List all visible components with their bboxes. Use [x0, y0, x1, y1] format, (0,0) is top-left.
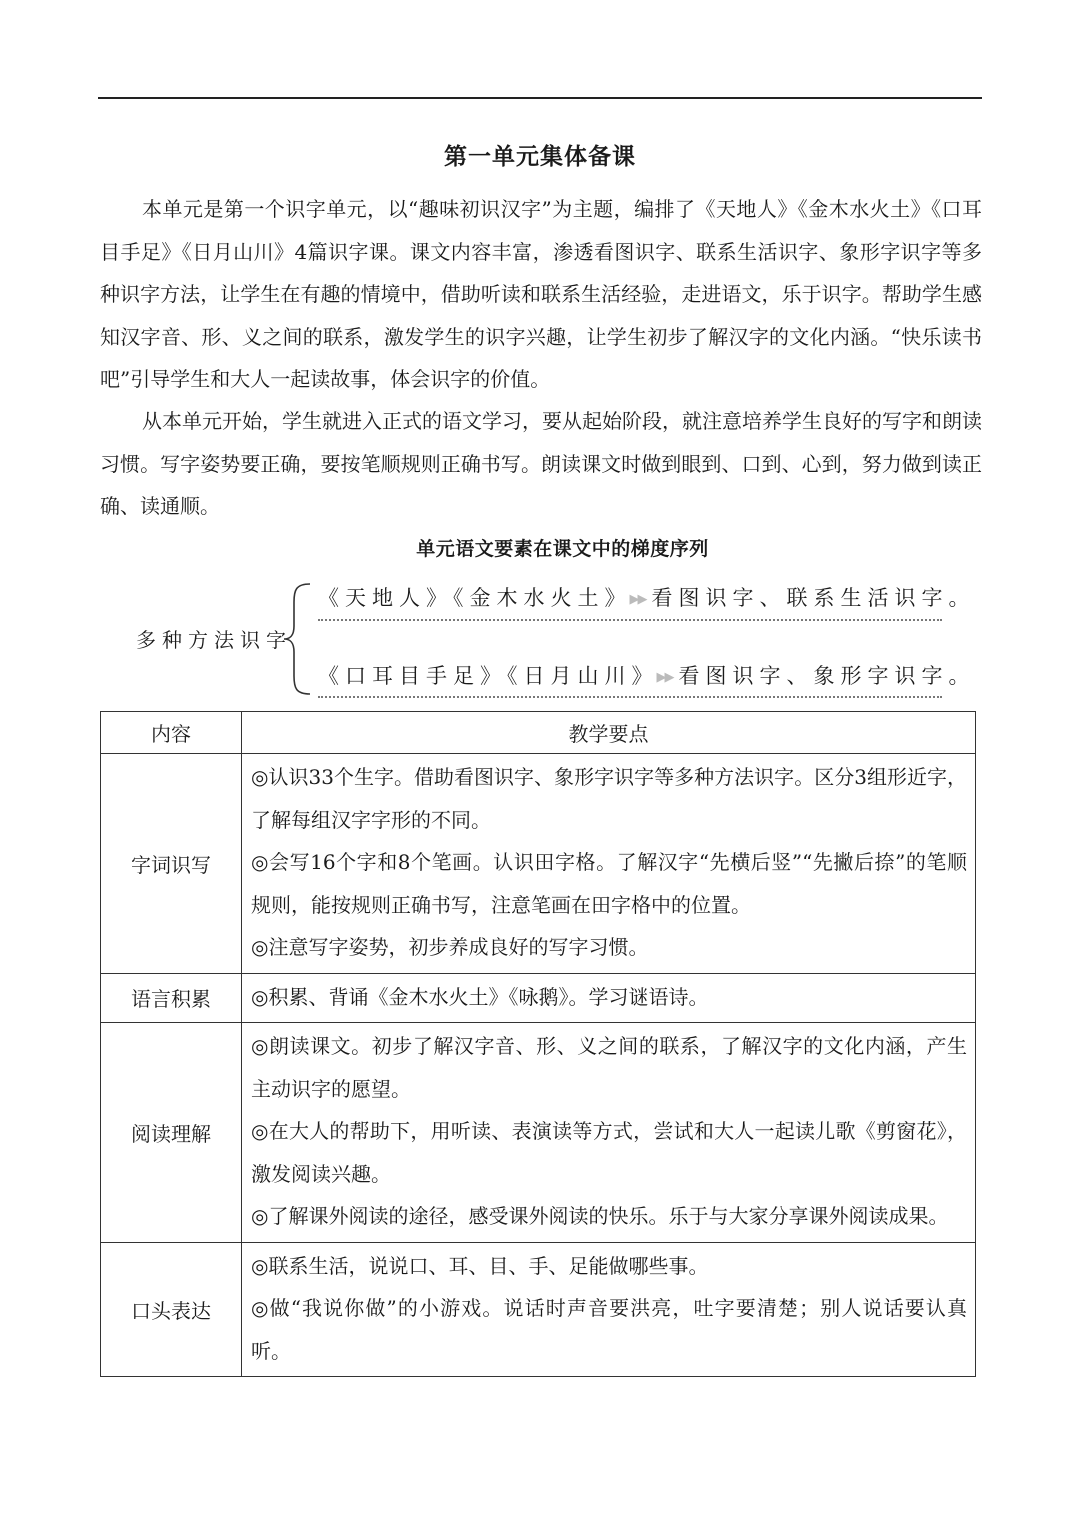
teaching-point: ◎朗读课文。初步了解汉字音、形、义之间的联系，了解汉字的文化内涵，产生主动识字的愿望。 [251, 1034, 967, 1101]
sequence-goal-1: 看图识字、联系生活识字。 [651, 586, 976, 610]
double-arrow-icon: ▶▶ [656, 670, 673, 685]
teaching-point: ◎做“我说你做”的小游戏。说话时声音要洪亮，吐字要清楚；别人说话要认真听。 [251, 1296, 967, 1363]
row-points [242, 973, 976, 1023]
row-points [242, 1023, 976, 1243]
row-category: 口头表达 [101, 1242, 242, 1377]
sequence-label: 多种方法识字 [136, 628, 292, 652]
curly-brace-icon [282, 582, 312, 696]
header-rule [98, 97, 982, 99]
row-points [242, 754, 976, 974]
sequence-line-1 [318, 582, 976, 612]
teaching-points-table [100, 711, 976, 1377]
row-category: 字词识写 [101, 754, 242, 974]
sequence-texts-2: 《口耳目手足》《日月山川》 [318, 664, 659, 688]
teaching-point: ◎在大人的帮助下，用听读、表演读等方式，尝试和大人一起读儿歌《剪窗花》，激发阅读兴趣。 [251, 1119, 967, 1186]
page-title: 第一单元集体备课 [444, 143, 636, 170]
table-row [101, 1242, 976, 1377]
table-row [101, 973, 976, 1023]
sequence-subtitle: 单元语文要素在课文中的梯度序列 [416, 538, 709, 560]
teaching-point: ◎认识33个生字。借助看图识字、象形字识字等多种方法识字。区分3组形近字，了解每组汉字字形的不同。 [251, 765, 967, 832]
header-teaching-points: 教学要点 [242, 712, 976, 754]
table-row [101, 754, 976, 974]
sequence-texts-1: 《天地人》《金木水火土》 [318, 586, 632, 610]
double-arrow-icon: ▶▶ [629, 592, 646, 607]
teaching-point: ◎积累、背诵《金木水火土》《咏鹅》。学习谜语诗。 [251, 984, 709, 1009]
header-content: 内容 [101, 712, 242, 754]
sequence-goal-2: 看图识字、象形字识字。 [678, 664, 976, 688]
teaching-point: ◎会写16个字和8个笔画。认识田字格。了解汉字“先横后竖”“先撇后捺”的笔顺规则，能按规则正确书写，注意笔画在田字格中的位置。 [251, 850, 967, 917]
table-header-row [101, 712, 976, 754]
intro-paragraph-2: 从本单元开始，学生就进入正式的语文学习，要从起始阶段，就注意培养学生良好的写字和朗读习惯。写字姿势要正确，要按笔顺规则正确书写。朗读课文时做到眼到、口到、心到，努力做到读正确、读通顺。 [100, 409, 982, 518]
teaching-point: ◎注意写字姿势，初步养成良好的写字习惯。 [251, 935, 649, 959]
row-category: 阅读理解 [101, 1023, 242, 1243]
row-category: 语言积累 [101, 973, 242, 1023]
dotted-underline-2 [318, 696, 942, 698]
intro-paragraph-1: 本单元是第一个识字单元，以“趣味初识汉字”为主题，编排了《天地人》《金木水火土》《口耳目手足》《日月山川》4篇识字课。课文内容丰富，渗透看图识字、联系生活识字、象形字识字等多种识字方法，让学生在有趣的情境中，借助听读和联系生活经验，走进语文，乐于识字。帮助学生感知汉字音、形、义之间的联系，激发学生的识字兴趣，让学生初步了解汉字的文化内涵。“快乐读书吧”引导学生和大人一起读故事，体会识字的价值。 [100, 197, 982, 391]
dotted-underline-1 [318, 619, 942, 621]
table-row [101, 1023, 976, 1243]
teaching-point: ◎联系生活，说说口、耳、目、手、足能做哪些事。 [251, 1253, 709, 1278]
teaching-point: ◎了解课外阅读的途径，感受课外阅读的快乐。乐于与大家分享课外阅读成果。 [251, 1204, 949, 1228]
row-points [242, 1242, 976, 1377]
sequence-line-2 [318, 660, 976, 690]
